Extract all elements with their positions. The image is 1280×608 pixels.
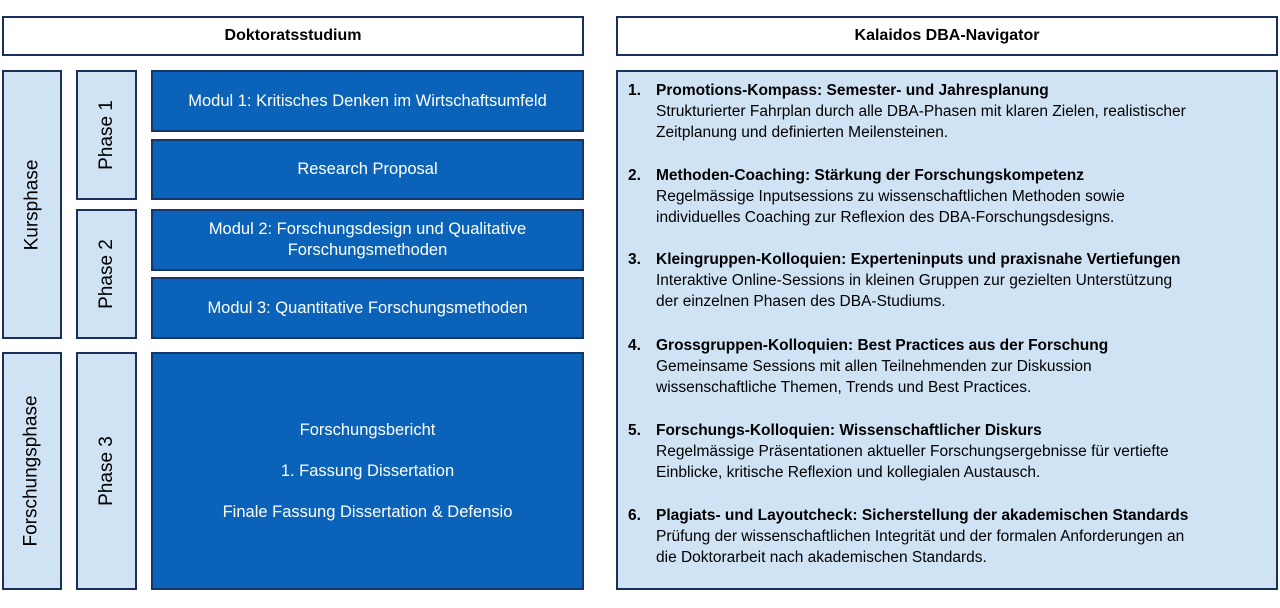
module-2-text-line-2: Forschungsmethoden [287,241,448,259]
finale-fassung-text: Finale Fassung Dissertation & Defensio [222,502,513,521]
navigator-item-2 [628,165,1273,228]
module-2-box [151,209,584,271]
navigator-item-1-title: Promotions-Kompass: Semester- und Jahresplanung [656,82,1049,99]
navigator-item-3-desc-line-2: der einzelnen Phasen des DBA-Studiums. [656,293,946,310]
doktoratsstudium-header-label: Doktoratsstudium [224,27,362,44]
navigator-item-4-number: 4. [628,337,641,354]
module-3-box [151,277,584,339]
phase-2-box [76,209,137,339]
navigator-item-4 [628,335,1273,398]
module-1-box [151,70,584,132]
navigator-item-1-desc-line-1: Strukturierter Fahrplan durch alle DBA-Phasen mit klaren Zielen, realistischer [656,103,1186,120]
navigator-item-4-desc-line-2: wissenschaftliche Themen, Trends und Best Practices. [656,379,1032,396]
navigator-item-6 [628,505,1273,568]
navigator-item-6-desc-line-2: die Doktorarbeit nach akademischen Standards. [656,549,987,566]
forschungsphase-label: Forschungsphase [21,395,43,547]
module-2-text-line-1: Modul 2: Forschungsdesign und Qualitative [208,220,527,238]
navigator-item-5-desc-line-1: Regelmässige Präsentationen aktueller Forschungsergebnisse für vertiefte [656,443,1169,460]
navigator-item-1-desc-line-2: Zeitplanung und definierten Meilensteinen. [656,124,949,141]
research-proposal-text: Research Proposal [297,160,438,178]
research-proposal-box [151,139,584,200]
phase-1-label: Phase 1 [95,100,117,170]
kursphase-label: Kursphase [21,159,42,250]
navigator-item-5 [628,420,1273,483]
navigator-item-5-desc-line-2: Einblicke, kritische Reflexion und kollegialen Austausch. [656,464,1041,481]
navigator-item-3-desc-line-1: Interaktive Online-Sessions in kleinen Gruppen zur gezielten Unterstützung [656,272,1173,289]
doktoratsstudium-header [2,16,584,56]
navigator-item-3 [628,249,1273,312]
navigator-item-3-title: Kleingruppen-Kolloquien: Experteninputs und praxisnahe Vertiefungen [656,251,1181,268]
navigator-item-2-number: 2. [628,167,641,184]
phase-1-box [76,70,137,200]
module-3-text: Modul 3: Quantitative Forschungsmethoden [207,298,528,317]
navigator-item-2-desc-line-2: individuelles Coaching zur Reflexion des DBA-Forschungsdesigns. [656,209,1115,226]
navigator-item-3-number: 3. [628,251,641,268]
dba-navigator-header-label: Kalaidos DBA-Navigator [854,27,1040,44]
kursphase-box [2,70,62,339]
navigator-item-1 [628,80,1273,143]
navigator-item-6-title: Plagiats- und Layoutcheck: Sicherstellung der akademischen Standards [656,507,1189,524]
navigator-item-4-title: Grossgruppen-Kolloquien: Best Practices aus der Forschung [656,337,1109,354]
phase-3-box [76,352,137,590]
navigator-item-5-title: Forschungs-Kolloquien: Wissenschaftlicher Diskurs [656,422,1042,439]
navigator-item-1-number: 1. [628,82,641,99]
module-1-text: Modul 1: Kritisches Denken im Wirtschaftsumfeld [188,91,547,110]
erste-fassung-text: 1. Fassung Dissertation [280,461,455,480]
phase-3-label: Phase 3 [95,436,117,506]
forschungsbericht-text: Forschungsbericht [299,420,436,439]
dba-navigator-header [616,16,1278,56]
phase-2-label: Phase 2 [95,239,117,309]
forschungsphase-box [2,352,62,590]
navigator-item-4-desc-line-1: Gemeinsame Sessions mit allen Teilnehmenden zur Diskussion [656,358,1092,375]
dba-navigator-panel [616,70,1278,590]
navigator-item-5-number: 5. [628,422,641,439]
navigator-item-2-desc-line-1: Regelmässige Inputsessions zu wissenschaftlichen Methoden sowie [656,188,1125,205]
navigator-item-2-title: Methoden-Coaching: Stärkung der Forschungskompetenz [656,167,1084,184]
navigator-item-6-desc-line-1: Prüfung der wissenschaftlichen Integrität und der formalen Anforderungen an [656,528,1185,545]
forschungsbericht-box [151,352,584,590]
navigator-item-6-number: 6. [628,507,641,524]
